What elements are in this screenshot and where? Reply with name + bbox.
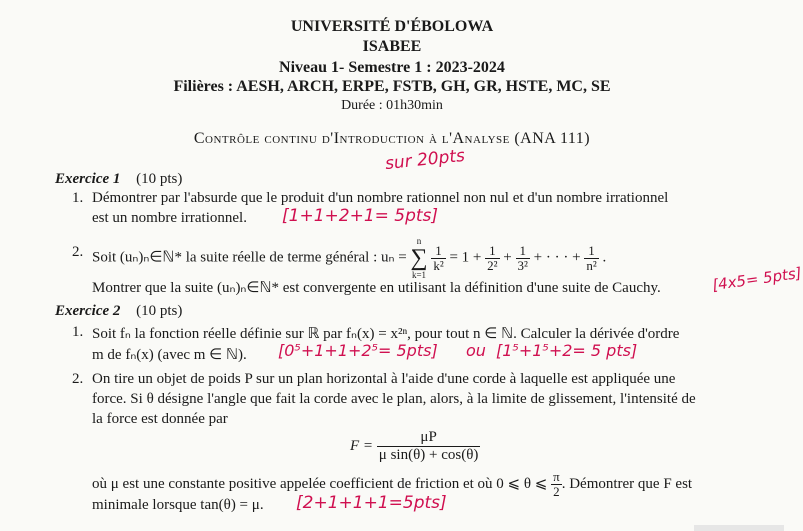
page-edge-shadow [694,525,784,531]
exercise-1-heading [55,171,182,188]
sum-lower-limit: k=1 [411,270,427,280]
ex1-q2-line2: Montrer que la suite (uₙ)ₙ∈ℕ* est convergente en utilisant la définition d'une suite de Cauchy. [92,280,661,296]
summation-symbol: n ∑ k=1 [410,236,428,280]
exercise-1-title: Exercice 1 [55,171,121,187]
exercise-2-title: Exercice 2 [55,303,121,319]
ex2-q1-line2: m de fₙ(x) (avec m ∈ ℕ). [92,347,247,363]
ex2-q2-number: 2. [72,371,84,387]
ex2-q2-line4-text: où μ est une constante positive appelée coefficient de friction et où 0 ⩽ θ ⩽ [92,475,548,492]
formula-lhs: F = [350,438,374,454]
fraction-1-over-2sq: $\frac{1}{\text{2²}}$ [487,242,498,273]
ex1-q1-number: 1. [72,190,84,206]
fraction-1-over-3sq: $\frac{1}{\text{3²}}$ [517,242,528,273]
ex2-q1-line1: Soit fₙ la fonction réelle définie sur ℝ par fₙ(x) = x²ⁿ, pour tout n ∈ ℕ. Calculer la dérivée d'ordre [92,326,680,342]
ex1-q2-formula-line: Soit (uₙ)ₙ∈ℕ* la suite réelle de terme général : uₙ = n ∑ k=1 $\frac{1}{\text{k²}}$ = 1 + $\frac{1}{\text{2²}}$ + $\frac{1}{\text{3²}}$ + · · · + $\frac{1}{\text{n²}}$ . [92,236,607,280]
formula-denominator: μ sin(θ) + cos(θ) [378,447,479,464]
ex1-q1-line1: Démontrer par l'absurde que le produit d'un nombre rationnel non nul et d'un nombre irrationnel [92,190,669,206]
ex1-q2-number: 2. [72,244,84,260]
ex2-q2-line4-end: . Démontrer que F est [561,475,693,492]
handwritten-ex2-q1-or: ou [466,341,486,360]
sum-upper-limit: n [416,236,422,246]
formula-numerator: μP [377,429,481,447]
handwritten-ex2-q1-score-b: [1⁵+1⁵+2= 5 pts] [496,341,638,360]
ex2-q2-line3: la force est donnée par [92,411,228,427]
ex2-q2-line1: On tire un objet de poids P sur un plan horizontal à l'aide d'une corde à laquelle est appliquée une [92,371,676,387]
university-name: UNIVERSITÉ D'ÉBOLOWA [290,18,494,35]
handwritten-total: sur 20pts [384,145,466,175]
ex2-q2-line2: force. Si θ désigne l'angle que fait la corde avec le plan, alors, à la limite de glissement, l'intensité de [92,391,696,407]
fraction-1-over-nsq: $\frac{1}{\text{n²}}$ [586,242,597,273]
exercise-2-heading [55,303,182,320]
ex1-q2-lead: Soit (uₙ)ₙ∈ℕ* la suite réelle de terme général : uₙ = [92,249,407,266]
exercise-2-points: (10 pts) [136,303,183,319]
fraction-1-over-k2: $\frac{1}{\text{k²}}$ [433,242,444,273]
ex2-q1-number: 1. [72,324,84,340]
duration-line: Durée : 01h30min [341,98,443,113]
handwritten-ex1-q1-score: [1+1+2+1= 5pts] [282,206,439,226]
force-formula [350,426,480,466]
exercise-1-points: (10 pts) [136,171,183,187]
ex2-q2-line4 [92,469,693,499]
handwritten-ex2-q1-score-a: [0⁵+1+1+2⁵= 5pts] [278,341,438,360]
ex1-q1-line2: est un nombre irrationnel. [92,210,247,226]
fraction-pi-over-2: $\frac{\pi}{2}$ [553,469,560,499]
ex2-q2-line5: minimale lorsque tan(θ) = μ. [92,497,264,513]
level-semester: Niveau 1- Semestre 1 : 2023-2024 [279,59,505,76]
handwritten-ex1-q2-score: [4x5= 5pts] [711,263,803,295]
filieres-line: Filières : AESH, ARCH, ERPE, FSTB, GH, GR, HSTE, MC, SE [173,78,611,95]
school-name: ISABEE [362,38,422,55]
handwritten-ex2-q2-score: [2+1+1+1=5pts] [296,493,447,513]
formula-fraction [377,429,481,464]
exam-title: Contrôle continu d'Introduction à l'Analyse (ANA 111) [193,130,591,147]
